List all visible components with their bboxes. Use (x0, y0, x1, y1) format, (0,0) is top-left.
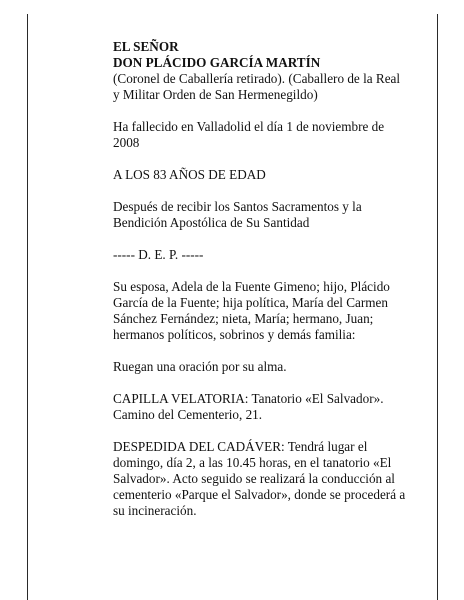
family-line: Su esposa, Adela de la Fuente Gimeno; hijo, Plácido (113, 279, 390, 294)
farewell-line: cementerio «Parque el Salvador», donde se procederá a (113, 487, 406, 502)
rip-text: ----- D. E. P. ----- (113, 247, 204, 262)
sacraments-line: Después de recibir los Santos Sacramentos y la (113, 199, 362, 214)
farewell-block (113, 439, 435, 519)
title-note-line: y Militar Orden de San Hermenegildo) (113, 87, 318, 102)
prayer-line (113, 359, 435, 375)
chapel-line: CAPILLA VELATORIA: Tanatorio «El Salvador». (113, 391, 384, 406)
rip-line (113, 247, 435, 263)
sacraments-block (113, 199, 435, 231)
age-text: A LOS 83 AÑOS DE EDAD (113, 167, 266, 182)
obituary-text (113, 39, 435, 535)
family-line: García de la Fuente; hija política, María del Carmen (113, 295, 388, 310)
left-border-rule (27, 14, 28, 600)
family-line: hermanos políticos, sobrinos y demás familia: (113, 327, 356, 342)
chapel-block (113, 391, 435, 423)
heading-title: EL SEÑOR (113, 39, 179, 54)
farewell-line: Salvador». Acto seguido se realizará la conducción al (113, 471, 395, 486)
death-notice (113, 119, 435, 151)
sacraments-line: Bendición Apostólica de Su Santidad (113, 215, 310, 230)
death-notice-line: Ha fallecido en Valladolid el día 1 de noviembre de (113, 119, 385, 134)
heading-block (113, 39, 435, 103)
death-notice-line: 2008 (113, 135, 140, 150)
prayer-text: Ruegan una oración por su alma. (113, 359, 287, 374)
family-block (113, 279, 435, 343)
deceased-name: DON PLÁCIDO GARCÍA MARTÍN (113, 55, 321, 70)
family-line: Sánchez Fernández; nieta, María; hermano, Juan; (113, 311, 374, 326)
title-note-line: (Coronel de Caballería retirado). (Caballero de la Real (113, 71, 401, 86)
age-line (113, 167, 435, 183)
farewell-line: su incineración. (113, 503, 197, 518)
farewell-line: domingo, día 2, a las 10.45 horas, en el tanatorio «El (113, 455, 392, 470)
farewell-line: DESPEDIDA DEL CADÁVER: Tendrá lugar el (113, 439, 368, 454)
right-border-rule (437, 14, 438, 600)
chapel-line: Camino del Cementerio, 21. (113, 407, 263, 422)
